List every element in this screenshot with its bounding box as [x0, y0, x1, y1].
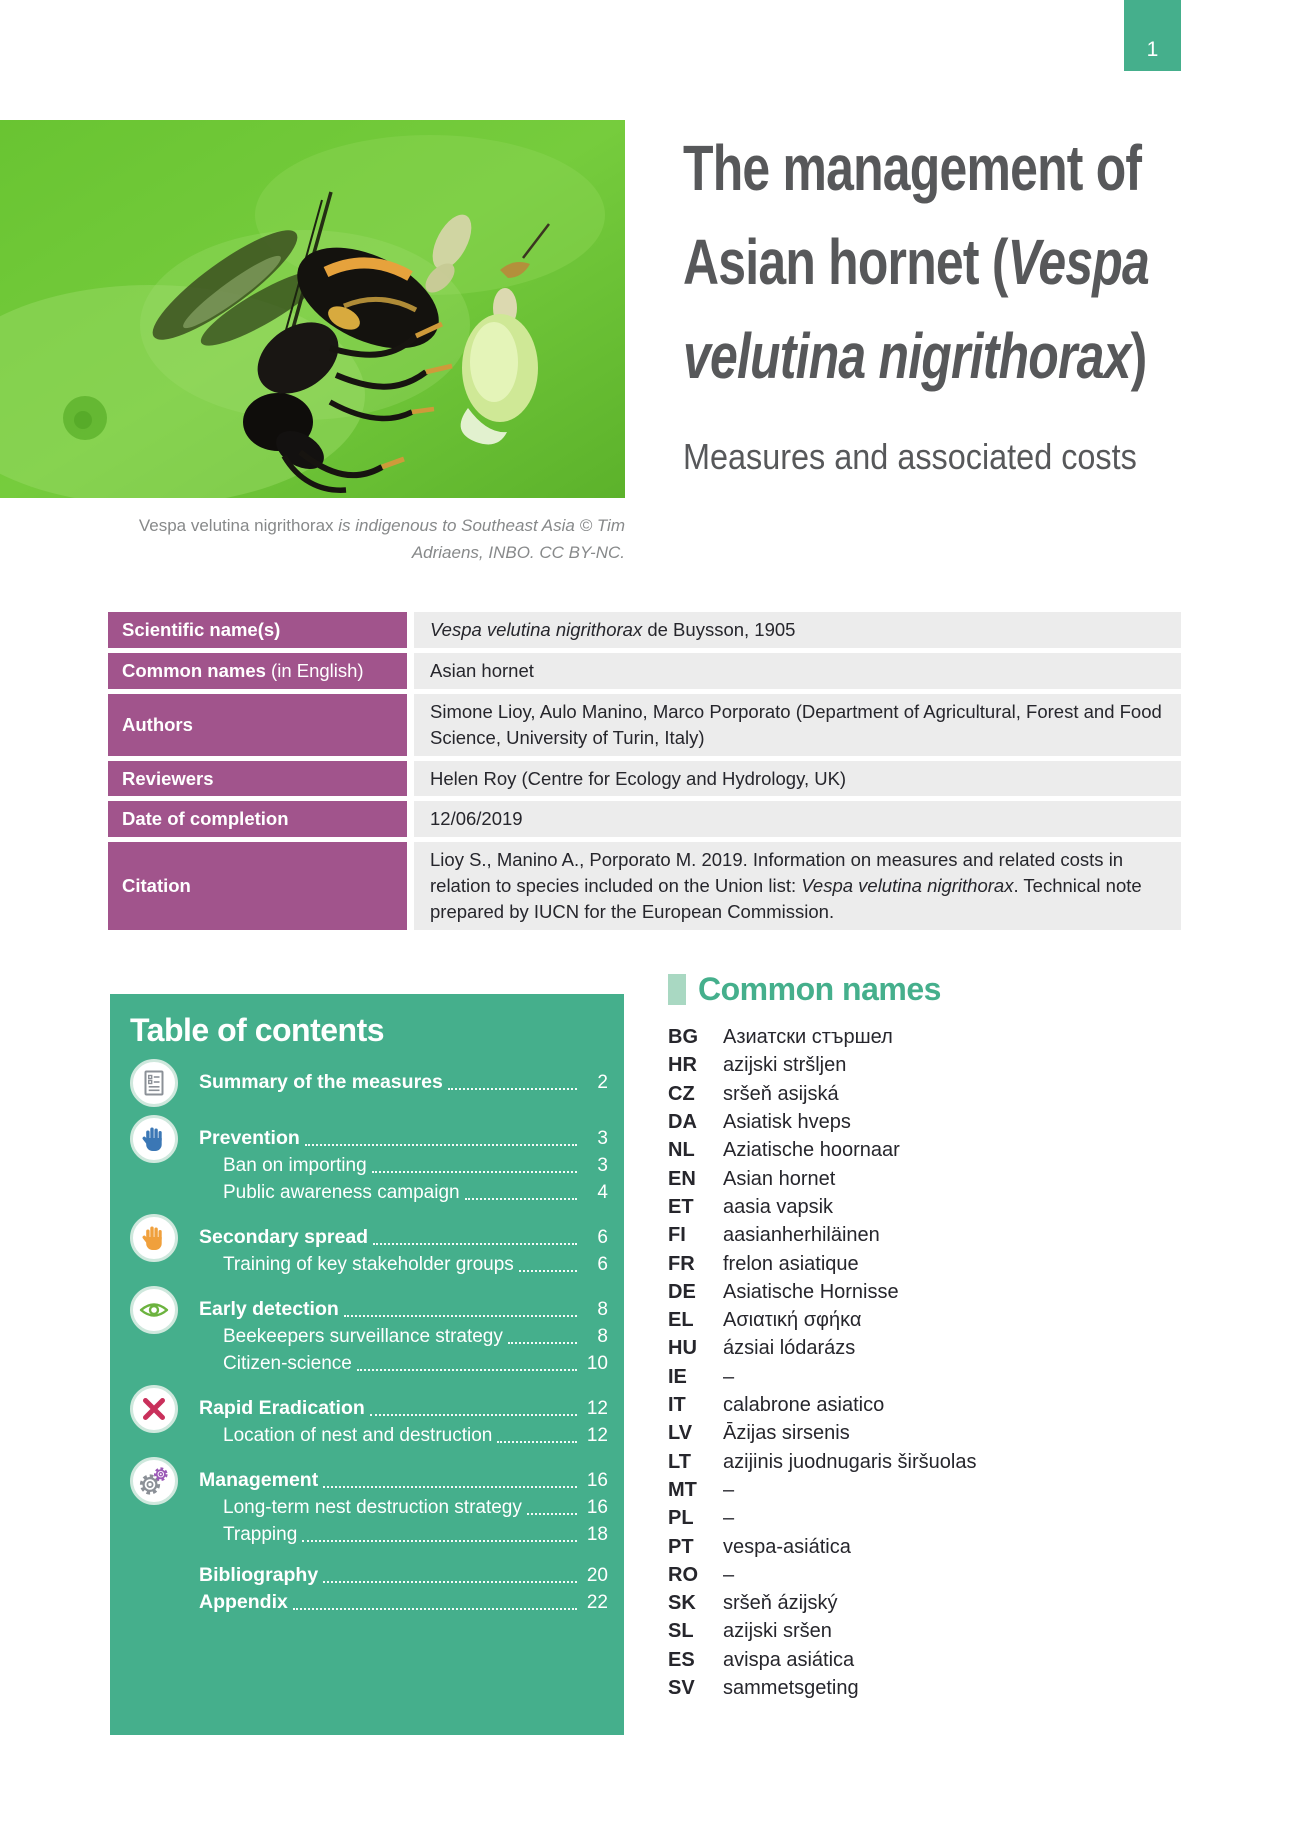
toc-icon-column	[128, 1385, 199, 1449]
info-table-label: Authors	[108, 694, 407, 756]
language-code: IT	[668, 1394, 686, 1417]
hand-icon-orange	[130, 1214, 178, 1262]
common-name: azijski sršen	[723, 1620, 832, 1643]
dotted-leader	[448, 1088, 577, 1090]
info-table-label: Reviewers	[108, 761, 407, 797]
toc-group	[128, 1562, 608, 1616]
info-table-row	[108, 801, 1181, 837]
language-code: SK	[668, 1592, 696, 1615]
toc-icon-column	[128, 1562, 199, 1616]
toc-entry-label: Citizen-science	[223, 1353, 352, 1374]
dotted-leader	[527, 1513, 577, 1515]
toc-entry[interactable]	[199, 1395, 608, 1422]
common-name-row	[668, 1504, 1168, 1532]
info-table-row	[108, 761, 1181, 797]
toc-title: Table of contents	[130, 1012, 385, 1048]
dotted-leader	[519, 1270, 577, 1272]
toc-entry[interactable]	[199, 1467, 608, 1494]
language-code: LT	[668, 1450, 691, 1473]
common-names-title: Common names	[698, 971, 941, 1007]
dotted-leader	[305, 1144, 577, 1146]
toc-entry-label: Summary of the measures	[199, 1071, 443, 1093]
toc-entry[interactable]	[199, 1350, 608, 1377]
eye-icon	[130, 1286, 178, 1334]
common-name: –	[723, 1365, 735, 1388]
common-name-row	[668, 1391, 1168, 1419]
dotted-leader	[497, 1441, 577, 1443]
language-code: FR	[668, 1252, 695, 1275]
common-name: aasianherhiläinen	[723, 1224, 880, 1247]
toc-entry[interactable]	[199, 1422, 608, 1449]
hand-icon-blue	[130, 1115, 178, 1163]
info-table-value: 12/06/2019	[414, 801, 1181, 837]
common-name-row	[668, 1617, 1168, 1645]
common-name-row	[668, 1051, 1168, 1079]
toc-page-number: 18	[586, 1524, 608, 1545]
document-list-icon	[130, 1059, 178, 1107]
x-icon	[130, 1385, 178, 1433]
common-name-row	[668, 1250, 1168, 1278]
toc-entry-label: Management	[199, 1469, 319, 1491]
language-code: ET	[668, 1195, 694, 1218]
common-name: –	[723, 1507, 735, 1530]
toc-entry-label: Training of key stakeholder groups	[223, 1254, 514, 1275]
toc-entry-label: Beekeepers surveillance strategy	[223, 1326, 503, 1347]
common-name: avispa asiática	[723, 1648, 855, 1671]
common-name: azijinis juodnugaris širšuolas	[723, 1450, 977, 1473]
language-code: HR	[668, 1054, 697, 1077]
toc-entry-label: Secondary spread	[199, 1226, 369, 1248]
toc-entry[interactable]	[199, 1125, 608, 1152]
toc-groups	[128, 1059, 608, 1616]
dotted-leader	[302, 1540, 577, 1542]
common-name: Asian hornet	[723, 1167, 836, 1190]
toc-icon-column	[128, 1286, 199, 1377]
info-table-value: Lioy S., Manino A., Porporato M. 2019. Information on measures and related costs in relation to species included on the Union list: Vespa velutina nigrithorax. Technical note prepared by IUCN for the European Commission.	[414, 842, 1181, 930]
language-code: ES	[668, 1648, 695, 1671]
toc-page-number: 8	[597, 1326, 608, 1347]
language-code: EN	[668, 1167, 696, 1190]
toc-entry[interactable]	[199, 1251, 608, 1278]
toc-group	[128, 1214, 608, 1278]
dotted-leader	[344, 1315, 577, 1317]
toc-entry-label: Rapid Eradication	[199, 1397, 365, 1419]
language-code: SL	[668, 1620, 694, 1643]
toc-entry-list	[199, 1385, 608, 1449]
toc-entry-label: Trapping	[223, 1524, 298, 1545]
toc-entry[interactable]	[199, 1296, 608, 1323]
common-name-row	[668, 1108, 1168, 1136]
toc-group	[128, 1059, 608, 1107]
toc-entry[interactable]	[199, 1521, 608, 1548]
common-name-row	[668, 1646, 1168, 1674]
language-code: LV	[668, 1422, 693, 1445]
info-table-label: Common names (in English)	[108, 653, 407, 689]
common-name-row	[668, 1023, 1168, 1051]
toc-entry-list	[199, 1059, 608, 1107]
toc-icon-column	[128, 1115, 199, 1206]
toc-page-number: 6	[597, 1227, 608, 1248]
toc-entry-label: Early detection	[199, 1298, 339, 1320]
common-name: –	[723, 1563, 735, 1586]
info-table-value: Helen Roy (Centre for Ecology and Hydrology, UK)	[414, 761, 1181, 797]
common-names-section	[668, 972, 1168, 1702]
common-name: –	[723, 1478, 735, 1501]
common-name-row	[668, 1334, 1168, 1362]
toc-page-number: 16	[586, 1497, 608, 1518]
toc-group	[128, 1457, 608, 1548]
toc-group	[128, 1115, 608, 1206]
common-name: ázsiai lódarázs	[723, 1337, 856, 1360]
dotted-leader	[465, 1198, 577, 1200]
language-code: PL	[668, 1507, 694, 1530]
dotted-leader	[357, 1369, 577, 1371]
common-name-row	[668, 1136, 1168, 1164]
toc-page-number: 4	[597, 1182, 608, 1203]
page-number: 1	[1146, 38, 1159, 61]
toc-entry[interactable]	[199, 1069, 608, 1096]
dotted-leader	[508, 1342, 577, 1344]
common-name-row	[668, 1448, 1168, 1476]
toc-page-number: 2	[597, 1072, 608, 1093]
common-name: sammetsgeting	[723, 1677, 859, 1700]
page-subtitle: Measures and associated costs	[683, 436, 1137, 477]
toc-entry-label: Appendix	[199, 1591, 288, 1613]
toc-icon-column	[128, 1059, 199, 1107]
language-code: SV	[668, 1677, 695, 1700]
toc-entry-list	[199, 1115, 608, 1206]
toc-entry-list	[199, 1457, 608, 1548]
dotted-leader	[372, 1171, 577, 1173]
common-name: Āzijas sirsenis	[723, 1422, 850, 1445]
language-code: NL	[668, 1139, 695, 1162]
common-name: sršeň ázijský	[723, 1592, 838, 1615]
toc-page-number: 3	[597, 1128, 608, 1149]
common-name-row	[668, 1278, 1168, 1306]
language-code: DA	[668, 1111, 697, 1134]
info-table-value: Simone Lioy, Aulo Manino, Marco Porporato (Department of Agricultural, Forest and Food Science, University of Turin, Italy)	[414, 694, 1181, 756]
toc-page-number: 12	[586, 1425, 608, 1446]
toc-page-number: 12	[586, 1398, 608, 1419]
common-name-row	[668, 1080, 1168, 1108]
common-name-row	[668, 1533, 1168, 1561]
common-name: Aziatische hoornaar	[723, 1139, 900, 1162]
page-number-badge	[1124, 0, 1181, 71]
toc-page-number: 16	[586, 1470, 608, 1491]
common-name-row	[668, 1476, 1168, 1504]
toc-group	[128, 1385, 608, 1449]
info-table-row	[108, 694, 1181, 756]
dotted-leader	[370, 1414, 577, 1416]
common-name: calabrone asiatico	[723, 1394, 885, 1417]
common-names-list	[668, 1023, 1168, 1702]
common-name: frelon asiatique	[723, 1252, 859, 1275]
common-names-header	[668, 972, 1168, 1007]
gears-icon	[130, 1457, 178, 1505]
common-name: Азиатски стършел	[723, 1026, 893, 1049]
info-table-label: Scientific name(s)	[108, 612, 407, 648]
info-table-label: Citation	[108, 842, 407, 930]
language-code: FI	[668, 1224, 686, 1247]
toc-icon-column	[128, 1214, 199, 1278]
common-name-row	[668, 1561, 1168, 1589]
toc-entry[interactable]	[199, 1589, 608, 1616]
language-code: DE	[668, 1280, 696, 1303]
toc-page-number: 3	[597, 1155, 608, 1176]
info-table-row	[108, 653, 1181, 689]
language-code: HU	[668, 1337, 697, 1360]
hornet-photo	[0, 120, 625, 498]
toc-entry[interactable]	[199, 1562, 608, 1589]
common-name: sršeň asijská	[723, 1082, 839, 1105]
common-name-row	[668, 1674, 1168, 1702]
section-bullet-icon	[668, 974, 686, 1005]
common-name-row	[668, 1419, 1168, 1447]
language-code: BG	[668, 1026, 698, 1049]
dotted-leader	[323, 1581, 577, 1583]
page-title: The management of Asian hornet (Vespa velutina nigrithorax)	[683, 132, 1150, 393]
toc-entry-label: Ban on importing	[223, 1155, 367, 1176]
language-code: PT	[668, 1535, 694, 1558]
language-code: MT	[668, 1478, 697, 1501]
info-table-row	[108, 842, 1181, 930]
toc-entry-label: Bibliography	[199, 1564, 319, 1586]
language-code: EL	[668, 1309, 694, 1332]
common-name: azijski stršljen	[723, 1054, 847, 1077]
common-name-row	[668, 1589, 1168, 1617]
toc-entry[interactable]	[199, 1494, 608, 1521]
dotted-leader	[323, 1486, 577, 1488]
language-code: RO	[668, 1563, 698, 1586]
toc-entry-label: Public awareness campaign	[223, 1182, 460, 1203]
hornet-photo-illustration	[0, 120, 625, 498]
toc-page-number: 6	[597, 1254, 608, 1275]
toc-entry-label: Location of nest and destruction	[223, 1425, 493, 1446]
common-name-row	[668, 1193, 1168, 1221]
info-table-label: Date of completion	[108, 801, 407, 837]
info-table	[108, 612, 1181, 930]
common-name: Asiatische Hornisse	[723, 1280, 899, 1303]
common-name: Ασιατική σφήκα	[723, 1309, 862, 1332]
info-table-value: Asian hornet	[414, 653, 1181, 689]
language-code: IE	[668, 1365, 687, 1388]
toc-page-number: 8	[597, 1299, 608, 1320]
common-name: Asiatisk hveps	[723, 1111, 851, 1134]
table-of-contents	[110, 994, 624, 1735]
toc-entry-label: Prevention	[199, 1127, 300, 1149]
common-name-row	[668, 1165, 1168, 1193]
toc-icon-column	[128, 1457, 199, 1548]
dotted-leader	[373, 1243, 577, 1245]
dotted-leader	[293, 1608, 577, 1610]
language-code: CZ	[668, 1082, 695, 1105]
common-name-row	[668, 1221, 1168, 1249]
common-name: vespa-asiática	[723, 1535, 851, 1558]
toc-page-number: 22	[586, 1592, 608, 1613]
toc-entry[interactable]	[199, 1179, 608, 1206]
toc-entry-list	[199, 1286, 608, 1377]
toc-page-number: 20	[586, 1565, 608, 1586]
photo-caption: Vespa velutina nigrithorax is indigenous to Southeast Asia © Tim Adriaens, INBO. CC BY-NC.	[138, 516, 625, 563]
info-table-row	[108, 612, 1181, 648]
toc-group	[128, 1286, 608, 1377]
common-name-row	[668, 1363, 1168, 1391]
common-name-row	[668, 1306, 1168, 1334]
common-name: aasia vapsik	[723, 1195, 834, 1218]
toc-entry-list	[199, 1214, 608, 1278]
toc-page-number: 10	[586, 1353, 608, 1374]
toc-entry-list	[199, 1562, 608, 1616]
toc-entry[interactable]	[199, 1224, 608, 1251]
info-table-value: Vespa velutina nigrithorax de Buysson, 1905	[414, 612, 1181, 648]
toc-entry[interactable]	[199, 1323, 608, 1350]
toc-entry-label: Long-term nest destruction strategy	[223, 1497, 522, 1518]
toc-entry[interactable]	[199, 1152, 608, 1179]
